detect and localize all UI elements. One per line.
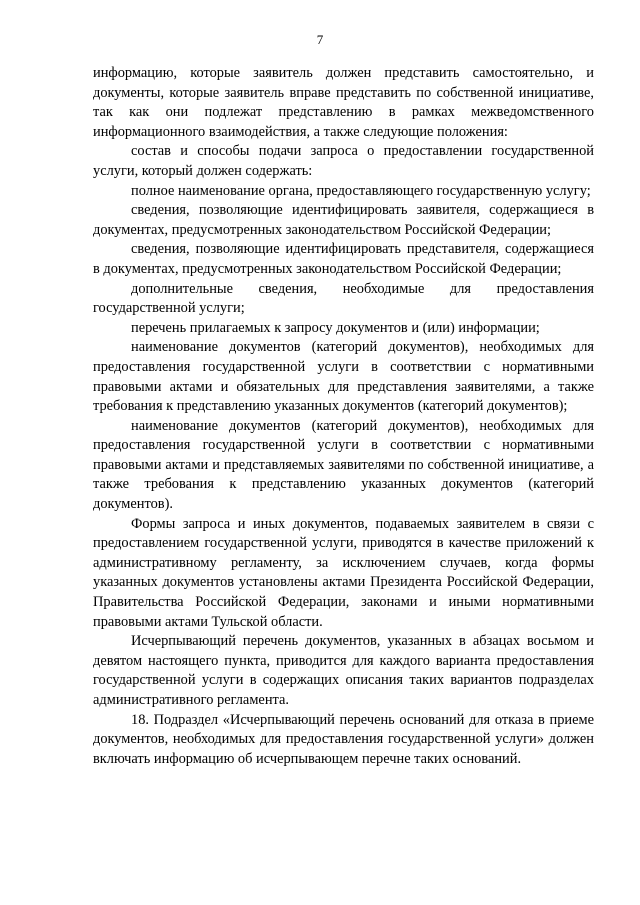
document-body: [93, 64, 594, 769]
paragraph: наименование документов (категорий документов), необходимых для предоставления государственной услуги в соответствии с нормативными правовыми актами и представляемых заявителями по собственной инициативе, а также требования к представлению указанных документов (категорий документов).: [93, 417, 594, 513]
paragraph-continuation: информацию, которые заявитель должен представить самостоятельно, и документы, которые заявитель вправе представить по собственной инициативе, так как они подлежат представлению в рамках межведомственного информационного взаимодействия, а также следующие положения:: [93, 65, 594, 140]
paragraph: Формы запроса и иных документов, подаваемых заявителем в связи с предоставлением государственной услуги, приводятся в качестве приложений к административному регламенту, за исключением случаев, когда формы указанных документов установлены актами Президента Российской Федерации, Правительства Российской Федерации, законами и иными нормативными правовыми актами Тульской области.: [93, 515, 594, 630]
paragraph: перечень прилагаемых к запросу документов и (или) информации;: [131, 319, 540, 336]
paragraph: сведения, позволяющие идентифицировать заявителя, содержащиеся в документах, предусмотренных законодательством Российской Федерации;: [93, 202, 594, 238]
paragraph: дополнительные сведения, необходимые для предоставления государственной услуги;: [93, 280, 594, 317]
paragraph: Исчерпывающий перечень документов, указанных в абзацах восьмом и девятом настоящего пункта, приводится для каждого варианта предоставления государственной услуги в содержащих описания таких вариантов подразделах административного регламента.: [93, 633, 594, 708]
paragraph: полное наименование органа, предоставляющего государственную услугу;: [131, 182, 591, 199]
paragraph: состав и способы подачи запроса о предоставлении государственной услуги, который должен содержать:: [93, 143, 594, 179]
page-number: 7: [316, 32, 324, 47]
paragraph-section-18: 18. Подраздел «Исчерпывающий перечень оснований для отказа в приеме документов, необходимых для предоставления государственной услуги» должен включать информацию об исчерпывающем перечне таких оснований.: [93, 711, 594, 767]
paragraph: сведения, позволяющие идентифицировать представителя, содержащиеся в документах, предусмотренных законодательством Российской Федерации;: [93, 241, 594, 277]
paragraph: наименование документов (категорий документов), необходимых для предоставления государственной услуги в соответствии с нормативными правовыми актами и обязательных для представления заявителями, а также требования к представлению указанных документов (категорий документов);: [93, 339, 594, 415]
